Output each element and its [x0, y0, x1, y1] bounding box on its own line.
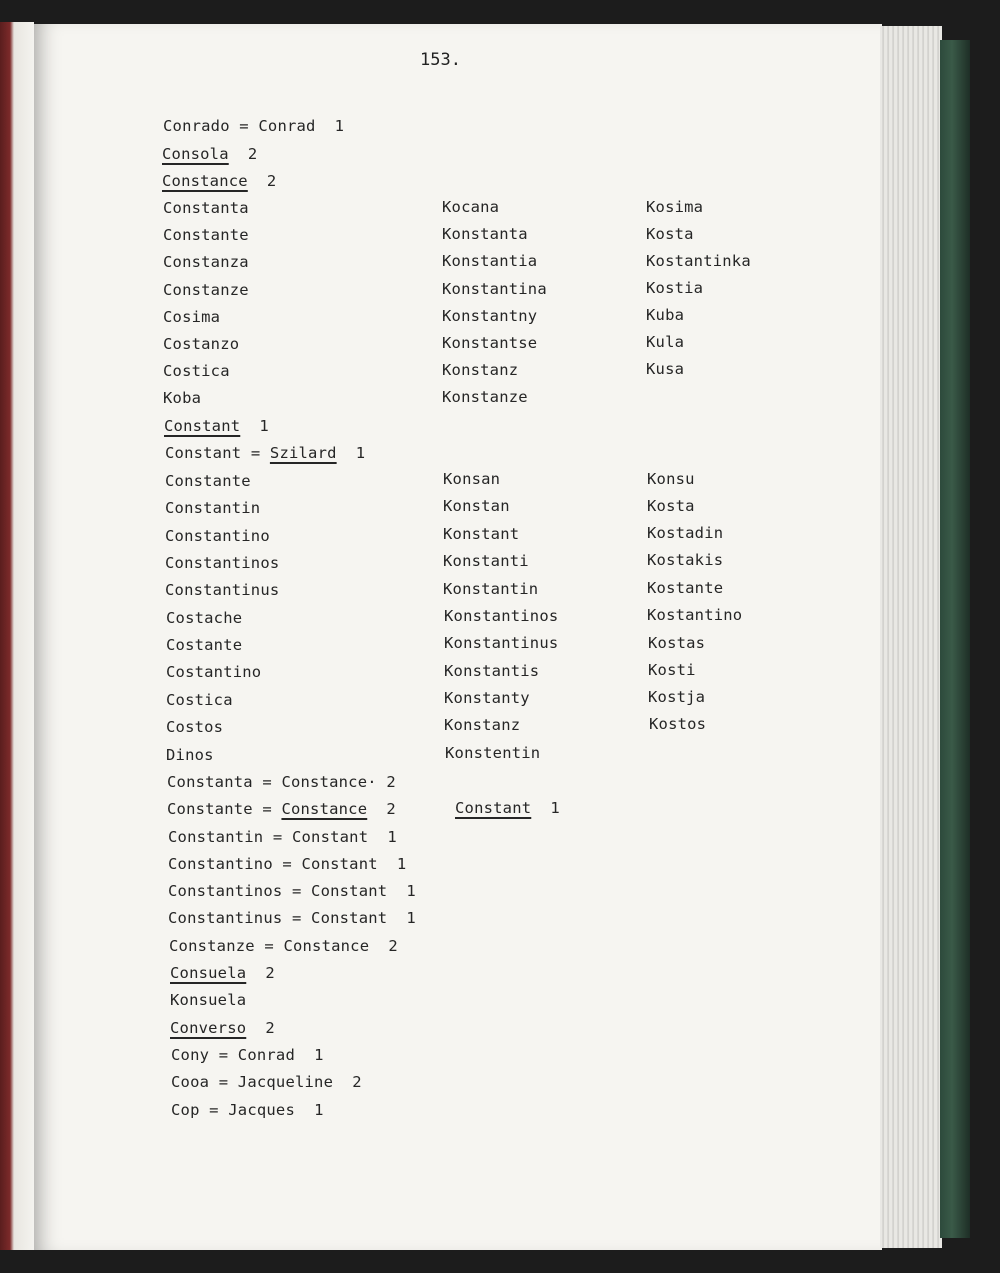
page-number: 153. [420, 50, 461, 70]
variant: Dinos [166, 746, 214, 764]
variant: Costica [166, 691, 233, 709]
entry-count: 2 [265, 964, 275, 982]
entry-name: Constantinos [168, 882, 283, 900]
equals-sign: = [250, 444, 261, 462]
variant: Konstanty [444, 689, 530, 707]
book-binding-left [0, 22, 34, 1250]
entry-name: Constance [162, 172, 248, 190]
variant: Constantino [165, 527, 270, 545]
variant: Konstanti [443, 552, 529, 570]
entry-name: Constantinus [168, 909, 283, 927]
variant: Konstantina [442, 280, 547, 298]
variant: Konstan [443, 497, 510, 515]
variant: Konsu [647, 470, 695, 488]
entry-count: 1 [314, 1046, 324, 1064]
variant: Constantin [165, 499, 261, 517]
variant: Konstanz [444, 716, 521, 734]
entry-consuela [170, 964, 275, 982]
entry-count: 2 [388, 937, 398, 955]
variant: Costica [163, 362, 230, 380]
entry-count: 1 [406, 882, 416, 900]
entry-name: Constante [167, 800, 253, 818]
variant: Kostantino [647, 606, 743, 624]
variant: Constantinos [165, 554, 280, 572]
entry-name: Consola [162, 145, 229, 163]
equals-sign: = [282, 855, 292, 873]
variant: Kostante [647, 579, 724, 597]
variant: Konstentin [445, 744, 541, 762]
entry-name: Converso [170, 1019, 247, 1037]
entry-count: 1 [406, 909, 416, 927]
variant: Constante [165, 472, 251, 490]
variant: Constante [163, 226, 249, 244]
equals-sign: = [262, 800, 272, 818]
book-cover-edge [940, 40, 970, 1238]
equivalence-row [168, 882, 416, 900]
entry-count: 1 [334, 117, 345, 135]
entry-count: 2 [386, 800, 396, 818]
entry-converso [170, 1019, 275, 1037]
entry-cony [171, 1046, 324, 1064]
variant: Konstanz [442, 361, 519, 379]
entry-target: Constance· [281, 773, 377, 791]
entry-name: Constantin [168, 828, 264, 846]
variant: Konstant [443, 525, 520, 543]
equivalence-row [168, 828, 397, 846]
variant: Kosti [648, 661, 696, 679]
entry-count: 1 [550, 799, 560, 817]
entry-name: Consuela [170, 964, 247, 982]
entry-cop [171, 1101, 324, 1119]
entry-count: 1 [259, 417, 269, 435]
entry-target: Constance [281, 800, 368, 818]
variant: Kocana [442, 198, 500, 216]
equals-sign: = [218, 1046, 229, 1064]
entry-name: Constanze [169, 937, 255, 955]
entry-count: 2 [386, 773, 396, 791]
entry-target: Constant [301, 855, 378, 873]
entry-target: Jacqueline [237, 1073, 334, 1091]
equals-sign: = [262, 773, 272, 791]
equivalence-row [167, 800, 396, 818]
variant: Kostja [648, 688, 706, 706]
variant: Costanzo [163, 335, 240, 353]
equals-sign: = [264, 937, 274, 955]
variant: Konstantin [443, 580, 539, 598]
entry-side-constant [455, 799, 560, 817]
entry-count: 2 [265, 1019, 275, 1037]
equals-sign: = [218, 1073, 229, 1091]
variant: Kula [646, 333, 685, 351]
variant: Kostos [649, 715, 707, 733]
equals-sign: = [239, 117, 249, 135]
entry-name: Cop [171, 1101, 200, 1119]
variant: Kostakis [647, 551, 724, 569]
variant: Constantinus [165, 581, 280, 599]
entry-constant-szilard [165, 444, 365, 462]
variant: Konstantia [442, 252, 538, 270]
variant: Konstanze [442, 388, 528, 406]
variant: Costantino [166, 663, 262, 681]
variant: Kostia [646, 279, 704, 297]
entry-count: 1 [355, 444, 366, 462]
entry-count: 1 [387, 828, 397, 846]
entry-cooa [171, 1073, 362, 1091]
entry-target: Constant [291, 828, 369, 846]
variant: Costos [166, 718, 224, 736]
entry-count: 2 [352, 1073, 362, 1091]
entry-target: Jacques [228, 1101, 295, 1119]
entry-name: Cooa [171, 1073, 210, 1091]
entry-name: Cony [171, 1046, 210, 1064]
equivalence-row [168, 855, 406, 873]
equivalence-row [169, 937, 398, 955]
entry-constant [164, 417, 269, 435]
entry-target: Constant [311, 909, 388, 927]
equals-sign: = [209, 1101, 219, 1119]
equals-sign: = [272, 828, 283, 846]
entry-target: Conrad [237, 1046, 295, 1064]
variant: Kosta [647, 497, 695, 515]
variant: Konstantny [442, 307, 538, 325]
variant: Konstantis [444, 662, 540, 680]
variant: Constanza [163, 253, 249, 271]
entry-target: Constant [311, 882, 388, 900]
entry-name: Constantino [168, 855, 273, 873]
variant: Kosima [646, 198, 704, 216]
page-edges [880, 26, 942, 1248]
variant: Kostas [648, 634, 706, 652]
entry-name: Constanta [167, 773, 253, 791]
equivalence-row [168, 909, 416, 927]
entry-constance [162, 172, 276, 190]
variant: Costante [166, 636, 243, 654]
entry-target: Conrad [258, 117, 316, 135]
variant: Konsuela [170, 991, 247, 1009]
entry-conrado [163, 117, 344, 135]
variant: Koba [163, 389, 202, 407]
variant: Konstantinos [444, 607, 559, 625]
equals-sign: = [291, 882, 302, 900]
entry-name: Constant [165, 444, 242, 462]
variant: Constanze [163, 281, 249, 299]
variant: Costache [166, 609, 243, 627]
variant: Konstantinus [444, 634, 559, 652]
variant: Cosima [163, 308, 221, 326]
entry-name: Constant [164, 417, 241, 435]
equivalence-row [167, 773, 396, 791]
entry-name: Conrado [163, 117, 230, 135]
entry-target: Constance [283, 937, 370, 955]
entry-count: 1 [396, 855, 407, 873]
entry-count: 2 [266, 172, 277, 190]
variant: Constanta [163, 199, 249, 217]
variant: Kostadin [647, 524, 724, 542]
entry-consola [162, 145, 257, 163]
entry-target: Szilard [269, 444, 337, 462]
variant: Konstanta [442, 225, 528, 243]
entry-count: 2 [247, 145, 258, 163]
variant: Kosta [646, 225, 694, 243]
entry-count: 1 [314, 1101, 324, 1119]
variant: Kusa [646, 360, 685, 378]
equals-sign: = [291, 909, 302, 927]
variant: Konsan [443, 470, 501, 488]
variant: Kuba [646, 306, 685, 324]
variant: Kostantinka [646, 252, 751, 270]
entry-name: Constant [455, 799, 532, 817]
variant: Konstantse [442, 334, 538, 352]
